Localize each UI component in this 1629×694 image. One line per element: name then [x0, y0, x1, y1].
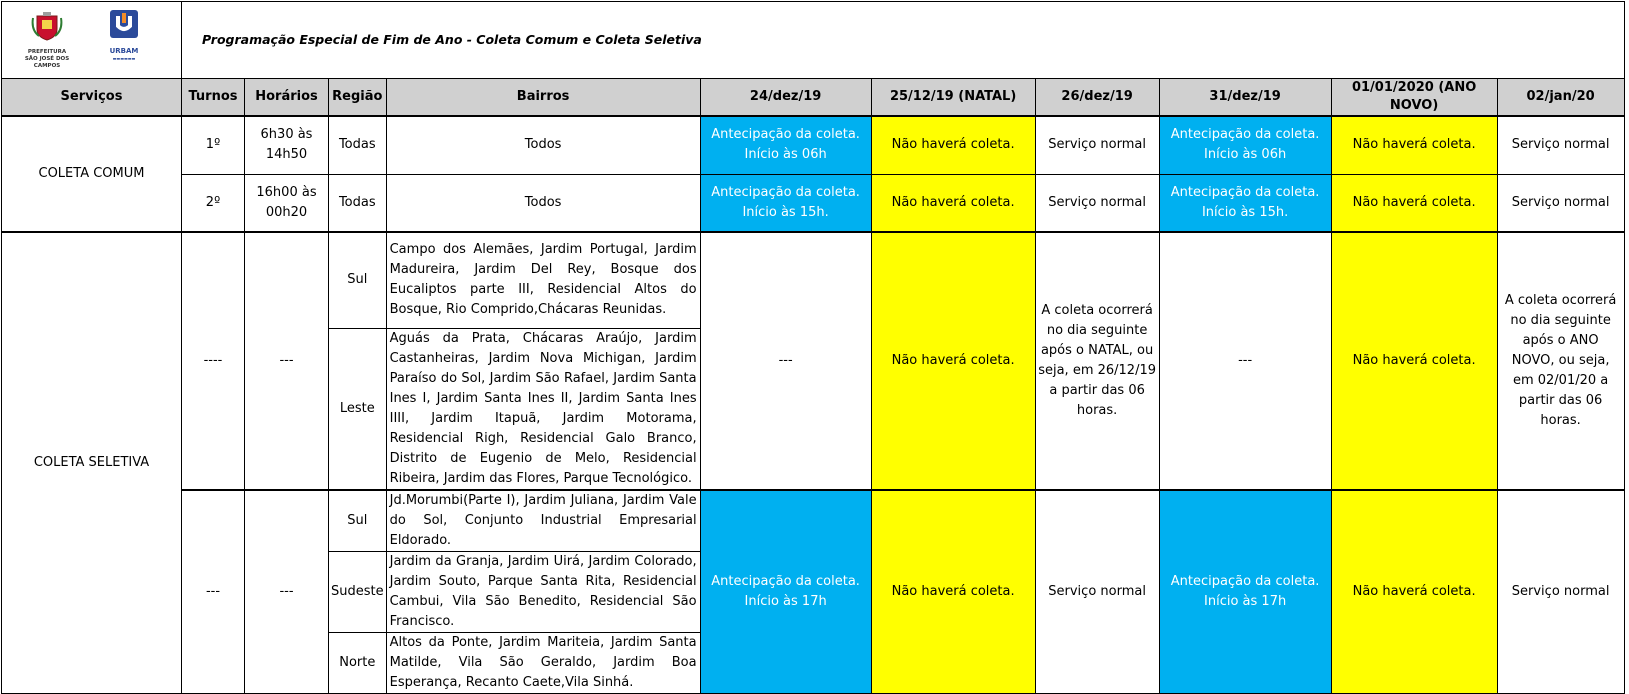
- status-cell-25dez: Não haverá coleta.: [871, 232, 1035, 490]
- col-header-servicos: Serviços: [2, 79, 182, 117]
- horario-cell: 16h00 às 00h20: [245, 174, 329, 232]
- status-cell-31dez: Antecipação da coleta. Início às 15h.: [1159, 174, 1331, 232]
- regiao-cell: Todas: [329, 174, 387, 232]
- urbam-mark-icon: [102, 10, 146, 40]
- col-header-24dez: 24/dez/19: [700, 79, 871, 117]
- bairros-cell: Todos: [386, 116, 700, 174]
- status-cell-26dez: Serviço normal: [1035, 116, 1159, 174]
- regiao-cell: Sul: [329, 232, 387, 328]
- urbam-logo: [102, 10, 146, 66]
- status-cell-31dez: Antecipação da coleta. Início às 17h: [1159, 490, 1331, 694]
- status-cell-25dez: Não haverá coleta.: [871, 174, 1035, 232]
- status-cell-25dez: Não haverá coleta.: [871, 490, 1035, 694]
- turno-cell: ---: [182, 490, 245, 694]
- bairros-cell: Todos: [386, 174, 700, 232]
- coat-of-arms-icon: [31, 12, 63, 42]
- status-cell-25dez: Não haverá coleta.: [871, 116, 1035, 174]
- status-cell-26dez: Serviço normal: [1035, 490, 1159, 694]
- status-cell-01jan: Não haverá coleta.: [1331, 232, 1497, 490]
- horario-cell: 6h30 às 14h50: [245, 116, 329, 174]
- col-header-01jan: 01/01/2020 (ANO NOVO): [1331, 79, 1497, 117]
- status-cell-24dez: Antecipação da coleta. Início às 17h: [700, 490, 871, 694]
- schedule-table: [1, 1, 1625, 694]
- col-header-horarios: Horários: [245, 79, 329, 117]
- status-cell-01jan: Não haverá coleta.: [1331, 116, 1497, 174]
- col-header-bairros: Bairros: [386, 79, 700, 117]
- horario-cell: ---: [245, 490, 329, 694]
- regiao-cell: Todas: [329, 116, 387, 174]
- bairros-cell: Jd.Morumbi(Parte I), Jardim Juliana, Jardim Vale do Sol, Conjunto Industrial Empresarial Eldorado.: [386, 490, 700, 552]
- bairros-cell: Altos da Ponte, Jardim Mariteia, Jardim Santa Matilde, Vila São Geraldo, Jardim Boa Esperança, Recanto Caete,Vila Sinhá.: [386, 632, 700, 693]
- table-row: [2, 174, 1625, 232]
- urbam-logo-subtext: ▬▬▬▬▬▬: [112, 56, 136, 61]
- col-header-26dez: 26/dez/19: [1035, 79, 1159, 117]
- bairros-cell: Aguás da Prata, Chácaras Araújo, Jardim Castanheiras, Jardim Nova Michigan, Jardim Paraíso do Sol, Jardim São Rafael, Jardim Santa Ines I, Jardim Santa Ines II, Jardim Santa Ines IIII, Jardim Itapuã, Jardim Motorama, Residencial Righ, Residencial Galo Branco, Distrito de Eugenio de Melo, Residencial Ribeira, Jardim das Flores, Parque Tecnológico.: [386, 328, 700, 490]
- service-coleta-seletiva: COLETA SELETIVA: [2, 232, 182, 693]
- status-cell-31dez: Antecipação da coleta. Início às 06h: [1159, 116, 1331, 174]
- col-header-25dez: 25/12/19 (NATAL): [871, 79, 1035, 117]
- col-header-31dez: 31/dez/19: [1159, 79, 1331, 117]
- urbam-logo-text: URBAM: [109, 47, 139, 55]
- horario-cell: ---: [245, 232, 329, 490]
- status-cell-02jan: A coleta ocorrerá no dia seguinte após o ANO NOVO, ou seja, em 02/01/20 a partir das 06 horas.: [1497, 232, 1624, 490]
- regiao-cell: Sudeste: [329, 551, 387, 632]
- col-header-regiao: Região: [329, 79, 387, 117]
- status-cell-24dez: ---: [700, 232, 871, 490]
- page-title: Programação Especial de Fim de Ano - Coleta Comum e Coleta Seletiva: [182, 2, 1625, 79]
- col-header-turnos: Turnos: [182, 79, 245, 117]
- status-cell-01jan: Não haverá coleta.: [1331, 174, 1497, 232]
- status-cell-26dez: Serviço normal: [1035, 174, 1159, 232]
- bairros-cell: Jardim da Granja, Jardim Uirá, Jardim Colorado, Jardim Souto, Parque Santa Rita, Residencial Cambui, Vila São Benedito, Residencial São Francisco.: [386, 551, 700, 632]
- status-cell-02jan: Serviço normal: [1497, 116, 1624, 174]
- regiao-cell: Norte: [329, 632, 387, 693]
- table-row: [2, 490, 1625, 552]
- col-header-02jan: 02/jan/20: [1497, 79, 1624, 117]
- status-cell-31dez: ---: [1159, 232, 1331, 490]
- status-cell-02jan: Serviço normal: [1497, 174, 1624, 232]
- table-row: [2, 232, 1625, 328]
- status-cell-01jan: Não haverá coleta.: [1331, 490, 1497, 694]
- logo-area: [2, 2, 182, 79]
- turno-cell: 1º: [182, 116, 245, 174]
- regiao-cell: Sul: [329, 490, 387, 552]
- status-cell-26dez: A coleta ocorrerá no dia seguinte após o NATAL, ou seja, em 26/12/19 a partir das 06 horas.: [1035, 232, 1159, 490]
- status-cell-24dez: Antecipação da coleta. Início às 15h.: [700, 174, 871, 232]
- status-cell-02jan: Serviço normal: [1497, 490, 1624, 694]
- regiao-cell: Leste: [329, 328, 387, 490]
- bairros-cell: Campo dos Alemães, Jardim Portugal, Jardim Madureira, Jardim Del Rey, Bosque dos Eucaliptos parte III, Residencial Altos do Bosque, Rio Comprido,Chácaras Reunidas.: [386, 232, 700, 328]
- table-row: [2, 116, 1625, 174]
- service-coleta-comum: COLETA COMUM: [2, 116, 182, 232]
- turno-cell: 2º: [182, 174, 245, 232]
- prefeitura-logo: [18, 12, 76, 69]
- status-cell-24dez: Antecipação da coleta. Início às 06h: [700, 116, 871, 174]
- turno-cell: ----: [182, 232, 245, 490]
- prefeitura-logo-text: PREFEITURA SÃO JOSÉ DOS CAMPOS: [24, 49, 70, 69]
